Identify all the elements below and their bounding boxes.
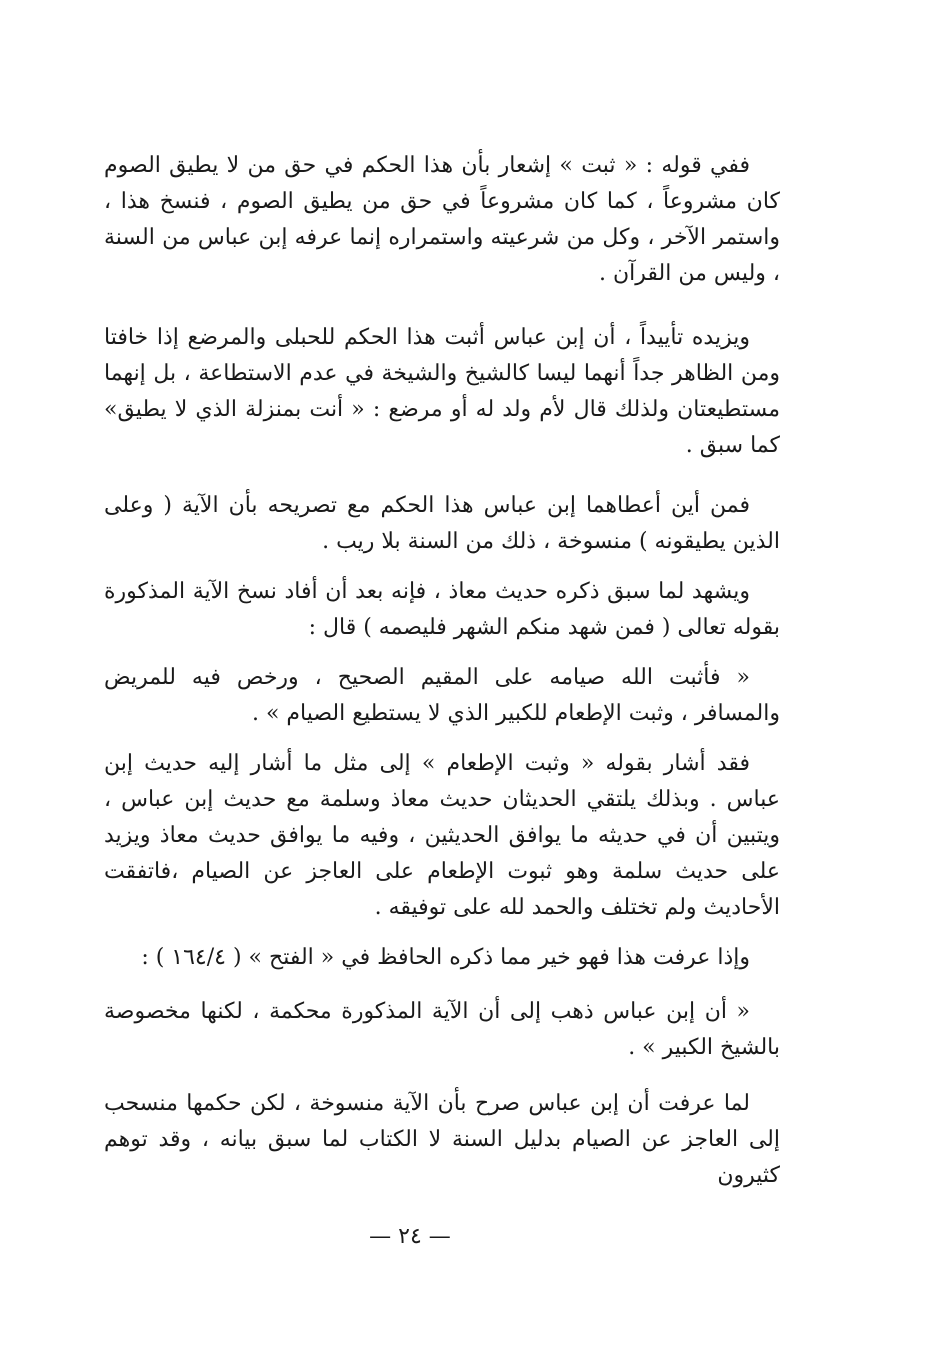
paragraph-6: فقد أشار بقوله « وثبت الإطعام » إلى مثل ما أشار إليه حديث إبن عباس . وبذلك يلتقي الحديثان حديث معاذ وسلمة مع حديث إبن عباس ، ويتبين أن في حديثه ما يوافق الحديثين ، وفيه ما يوافق حديث معاذ ويزيد على حديث سلمة وهو ثبوت الإطعام على العاجز عن الصيام ،فاتفقت الأحاديث ولم تختلف والحمد لله على توفيقه . [104, 751, 780, 920]
page-number: — ٢٤ — [369, 1224, 451, 1249]
paragraph-7: وإذا عرفت هذا فهو خير مما ذكره الحافظ في « الفتح » ( ١٦٤/٤ ) : [141, 945, 750, 970]
quote-paragraph-2: « أن إبن عباس ذهب إلى أن الآية المذكورة محكمة ، لكنها مخصوصة بالشيخ الكبير » . [104, 999, 780, 1060]
paragraph-1: ففي قوله : « ثبت » إشعار بأن هذا الحكم في حق من لا يطيق الصوم كان مشروعاً ، كما كان مشروعاً في حق من يطيق الصوم ، فنسخ هذا ، واستمر الآخر ، وكل من شرعيته واستمراره إنما عرفه إبن عباس من السنة ، وليس من القرآن . [104, 153, 780, 286]
paragraph-3: فمن أين أعطاهما إبن عباس هذا الحكم مع تصريحه بأن الآية ( وعلى الذين يطيقونه ) منسوخة ، ذلك من السنة بلا ريب . [104, 493, 780, 554]
quote-paragraph-1: « فأثبت الله صيامه على المقيم الصحيح ، ورخص فيه للمريض والمسافر ، وثبت الإطعام للكبير الذي لا يستطيع الصيام » . [104, 665, 780, 726]
paragraph-2: ويزيده تأييداً ، أن إبن عباس أثبت هذا الحكم للحبلى والمرضع إذا خافتا ومن الظاهر جداً أنهما ليسا كالشيخ والشيخة في عدم الاستطاعة ، بل إنهما مستطيعتان ولذلك قال لأم ولد له أو مرضع : « أنت بمنزلة الذي لا يطيق» كما سبق . [104, 325, 780, 458]
paragraph-4: ويشهد لما سبق ذكره حديث معاذ ، فإنه بعد أن أفاد نسخ الآية المذكورة بقوله تعالى ( فمن شهد منكم الشهر فليصمه ) قال : [104, 579, 780, 640]
body-text [104, 148, 780, 1208]
paragraph-9: لما عرفت أن إبن عباس صرح بأن الآية منسوخة ، لكن حكمها منسحب إلى العاجز عن الصيام بدليل السنة لا الكتاب لما سبق بيانه ، وقد توهم كثيرون [104, 1091, 780, 1188]
